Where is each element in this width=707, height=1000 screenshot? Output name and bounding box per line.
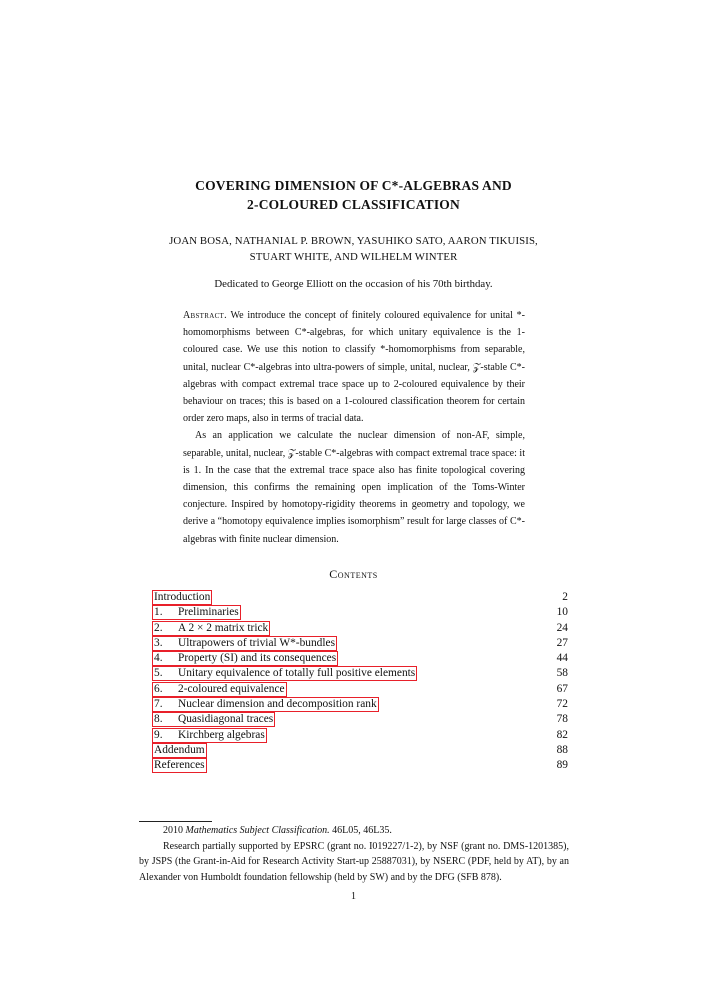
toc-page-number: 2	[562, 591, 568, 603]
paper-title	[0, 176, 707, 214]
toc-entry	[152, 743, 568, 758]
contents-heading: Contents	[329, 567, 378, 581]
dedication: Dedicated to George Elliott on the occasion of his 70th birthday.	[214, 278, 493, 290]
toc-section-title: 2-coloured equivalence	[178, 682, 285, 695]
toc-section-title: Preliminaries	[178, 606, 239, 619]
authors-line-1: JOAN BOSA, NATHANIAL P. BROWN, YASUHIKO SATO, AARON TIKUISIS,	[169, 235, 538, 247]
page-number: 1	[351, 891, 356, 902]
toc-link[interactable]	[152, 651, 338, 666]
abstract-label: Abstract.	[183, 310, 227, 321]
msc-label: Mathematics Subject Classification.	[185, 825, 330, 836]
toc-section-title: Property (SI) and its consequences	[178, 652, 337, 665]
toc-section-number: 6.	[154, 682, 163, 695]
toc-link[interactable]	[152, 636, 337, 651]
toc-entry	[152, 636, 568, 651]
toc-link[interactable]	[152, 605, 241, 620]
toc-link[interactable]	[152, 666, 417, 681]
toc-entry	[152, 682, 568, 697]
toc-entry	[152, 758, 568, 773]
toc-entry	[152, 728, 568, 743]
toc-page-number: 44	[556, 652, 568, 665]
toc-page-number: 10	[556, 606, 568, 619]
toc-section-title: Addendum	[154, 743, 205, 756]
toc-link[interactable]	[152, 743, 207, 758]
toc-page-number: 58	[556, 667, 568, 680]
toc-link[interactable]	[152, 697, 379, 712]
toc-section-number: 8.	[154, 713, 163, 726]
table-of-contents	[152, 590, 568, 774]
toc-section-title: Nuclear dimension and decomposition rank	[178, 698, 377, 711]
toc-section-number: 7.	[154, 698, 163, 711]
toc-section-title: Quasidiagonal traces	[178, 713, 274, 726]
toc-section-title: Introduction	[154, 591, 211, 603]
toc-section-title: Kirchberg algebras	[178, 728, 265, 741]
toc-page-number: 82	[556, 728, 568, 741]
msc-footnote	[139, 823, 569, 839]
abstract-text-1: We introduce the concept of finitely coloured equivalence for unital *-homomorphisms between C*-algebras, for which unitary equivalence is the 1-coloured case. We use this notion to classify *-homomorphisms from separable, unital, nuclear C*-algebras into ultra-powers of simple, unital, nuclear, 𝒵-stable C*-algebras with compact extremal trace space up to 2-coloured equivalence by their behaviour on traces; this is based on a 1-coloured classification theorem for certain order zero maps, also in terms of tracial data.	[183, 310, 525, 425]
toc-entry	[152, 621, 568, 636]
toc-page-number: 88	[556, 743, 568, 756]
author-list	[0, 233, 707, 265]
toc-section-number: 2.	[154, 621, 163, 634]
toc-section-number: 9.	[154, 728, 163, 741]
toc-page-number: 72	[556, 698, 568, 711]
toc-section-number: 3.	[154, 636, 163, 649]
toc-section-title: A 2 × 2 matrix trick	[178, 621, 269, 634]
toc-link[interactable]	[152, 621, 270, 636]
toc-entry	[152, 666, 568, 681]
title-line-1: COVERING DIMENSION OF C*-ALGEBRAS AND	[195, 178, 512, 193]
abstract-paragraph-1	[183, 307, 525, 427]
toc-section-title: Unitary equivalence of totally full positive elements	[178, 667, 416, 680]
authors-line-2: STUART WHITE, AND WILHELM WINTER	[249, 251, 458, 263]
toc-link[interactable]	[152, 590, 212, 605]
msc-codes: 46L05, 46L35.	[332, 825, 392, 836]
abstract	[183, 307, 525, 548]
toc-link[interactable]	[152, 728, 267, 743]
title-line-2: 2-COLOURED CLASSIFICATION	[247, 197, 460, 212]
toc-entry	[152, 651, 568, 666]
toc-entry	[152, 605, 568, 620]
msc-year: 2010	[163, 825, 183, 836]
toc-page-number: 24	[556, 621, 568, 634]
funding-footnote: Research partially supported by EPSRC (grant no. I019227/1-2), by NSF (grant no. DMS-1201385), by JSPS (the Grant-in-Aid for Research Activity Start-up 25887031), by NSERC (PDF, held by AT), by an Alexander von Humboldt foundation fellowship (held by SW) and by the DFG (SFB 878).	[139, 840, 569, 883]
abstract-paragraph-2: As an application we calculate the nuclear dimension of non-AF, simple, separable, unital, nuclear, 𝒵-stable C*-algebras with compact extremal trace space: it is 1. In the case that the extremal trace space also has finite topological covering dimension, this confirms the remaining open implication of the Toms-Winter conjecture. Inspired by homotopy-rigidity theorems in geometry and topology, we derive a “homotopy equivalence implies isomorphism” result for large classes of C*-algebras with finite nuclear dimension.	[183, 430, 525, 545]
footnotes	[139, 823, 569, 885]
toc-page-number: 89	[556, 759, 568, 772]
toc-link[interactable]	[152, 758, 207, 773]
toc-section-title: Ultrapowers of trivial W*-bundles	[178, 636, 336, 649]
toc-entry	[152, 697, 568, 712]
toc-link[interactable]	[152, 712, 275, 727]
toc-section-number: 1.	[154, 606, 163, 619]
toc-section-number: 5.	[154, 667, 163, 680]
toc-entry	[152, 712, 568, 727]
toc-section-title: References	[154, 759, 205, 772]
toc-section-number: 4.	[154, 652, 163, 665]
toc-page-number: 78	[556, 713, 568, 726]
footnote-rule	[139, 821, 212, 822]
toc-link[interactable]	[152, 682, 287, 697]
toc-page-number: 67	[556, 682, 568, 695]
toc-page-number: 27	[556, 636, 568, 649]
toc-entry	[152, 590, 568, 605]
